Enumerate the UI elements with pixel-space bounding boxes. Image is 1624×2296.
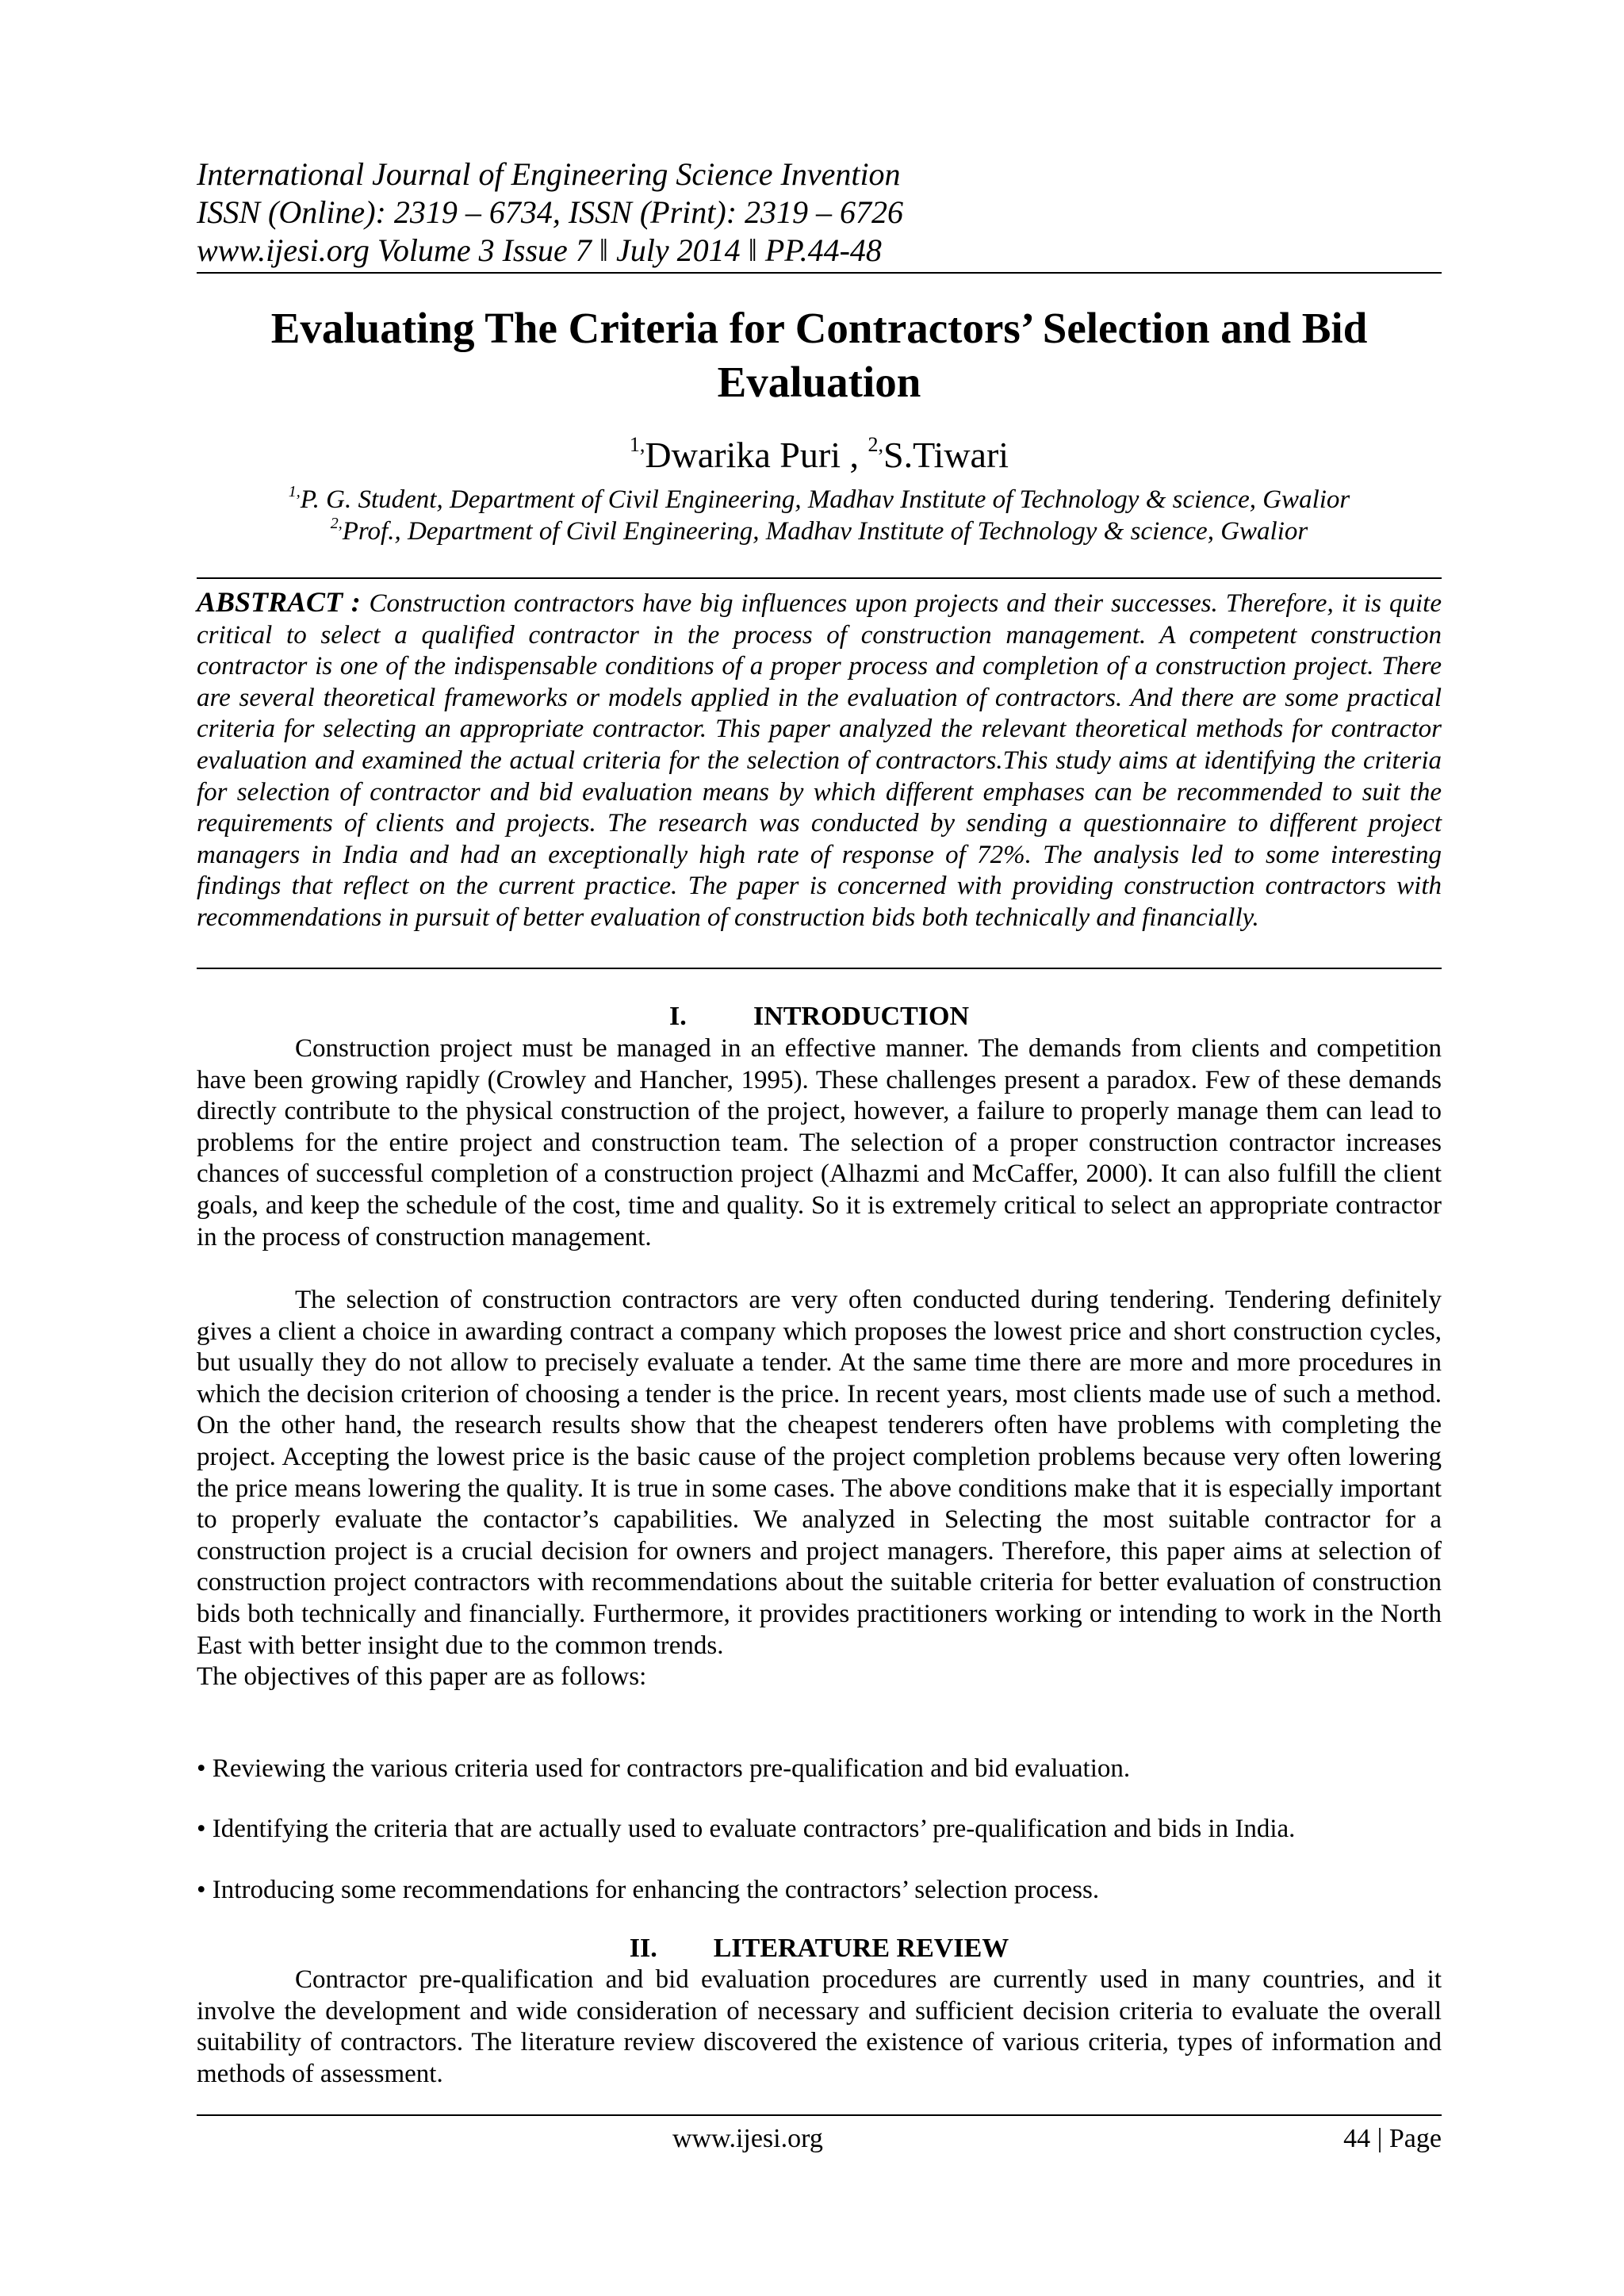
objective-item: • Introducing some recommendations for enhancing the contractors’ selection process. <box>197 1876 1100 1904</box>
affiliation-1 <box>197 484 1442 516</box>
paper-title <box>197 301 1442 409</box>
journal-name: International Journal of Engineering Science Invention <box>197 156 901 192</box>
affiliation-1-marker: 1, <box>288 483 301 500</box>
journal-issn: ISSN (Online): 2319 – 6734, ISSN (Print): 2319 – 6726 <box>197 194 904 230</box>
intro-paragraph-1: Construction project must be managed in an effective manner. The demands from clients and competition have been growing rapidly (Crowley and Hancher, 1995). These challenges present a paradox. Few of these demands directly contribute to the physical construction of the project, however, a failure to properly manage them can lead to problems for the entire project and construction team. The selection of a proper construction contractor increases chances of successful completion of a construction project (Alhazmi and McCaffer, 2000). It can also fulfill the client goals, and keep the schedule of the cost, time and quality. So it is extremely critical to select an appropriate contractor in the process of construction management. <box>197 1034 1442 1251</box>
objective-item: • Identifying the criteria that are actually used to evaluate contractors’ pre-qualification and bids in India. <box>197 1815 1296 1843</box>
author-list <box>197 433 1442 477</box>
abstract-label: ABSTRACT : <box>197 586 370 618</box>
abstract-top-rule <box>197 577 1442 579</box>
abstract-text: Construction contractors have big influences upon projects and their successes. Therefore, it is quite critical to select a qualified contractor in the process of construction management. A competent construction contractor is one of the indispensable conditions of a proper process and completion of a construction project. There are several theoretical frameworks or models applied in the evaluation of contractors. And there are some practical criteria for selecting an appropriate contractor. This paper analyzed the relevant theoretical methods for contractor evaluation and examined the actual criteria for the selection of contractors.This study aims at identifying the criteria for selection of contractor and bid evaluation means by which different emphases can be recommended to suit the requirements of clients and projects. The research was conducted by sending a questionnaire to different project managers in India and had an exceptionally high rate of response of 72%. The analysis led to some interesting findings that reflect on the current practice. The paper is concerned with providing construction contractors with recommendations in pursuit of better evaluation of construction bids both technically and financially. <box>197 589 1442 932</box>
author-1-marker: 1, <box>629 433 645 456</box>
page-number: 44 | Page <box>1343 2124 1442 2153</box>
title-line-2: Evaluation <box>717 358 921 406</box>
journal-volume: www.ijesi.org Volume 3 Issue 7 ǁ July 2014 ǁ PP.44-48 <box>197 232 882 268</box>
author-1-name: Dwarika Puri , <box>645 435 868 475</box>
objective-item: • Reviewing the various criteria used for contractors pre-qualification and bid evaluation. <box>197 1754 1131 1783</box>
author-2-marker: 2, <box>868 433 883 456</box>
section-title: LITERATURE REVIEW <box>713 1934 1009 1963</box>
header-rule <box>197 272 1442 274</box>
section-title: INTRODUCTION <box>753 1002 970 1031</box>
affiliation-2 <box>197 516 1442 547</box>
journal-header <box>197 155 1442 270</box>
author-2-name: S.Tiwari <box>883 435 1009 475</box>
abstract-bottom-rule <box>197 968 1442 969</box>
literature-paragraph-1: Contractor pre-qualification and bid evaluation procedures are currently used in many countries, and it involve the development and wide consideration of necessary and sufficient decision criteria to evaluate the overall suitability of contractors. The literature review discovered the existence of various criteria, types of information and methods of assessment. <box>197 1965 1442 2088</box>
section-heading-introduction <box>197 1001 1442 1033</box>
footer-url: www.ijesi.org <box>672 2124 823 2153</box>
objectives-intro: The objectives of this paper are as follows: <box>197 1662 647 1692</box>
abstract <box>197 587 1442 934</box>
affiliation-1-text: P. G. Student, Department of Civil Engineering, Madhav Institute of Technology & science, Gwalior <box>300 485 1350 514</box>
section-number: I. <box>668 1002 687 1031</box>
affiliation-2-marker: 2, <box>330 515 343 532</box>
intro-paragraph-2: The selection of construction contractors are very often conducted during tendering. Tendering definitely gives a client a choice in awarding contract a company which proposes the lowest price and short construction cycles, but usually they do not allow to precisely evaluate a tender. At the same time there are more and more procedures in which the decision criterion of choosing a tender is the price. In recent years, most clients made use of such a method. On the other hand, the research results show that the cheapest tenderers often have problems with completing the project. Accepting the lowest price is the basic cause of the project completion problems because very often lowering the price means lowering the quality. It is true in some cases. The above conditions make that it is especially important to properly evaluate the contactor’s capabilities. We analyzed in Selecting the most suitable contractor for a construction project is a crucial decision for owners and project managers. Therefore, this paper aims at selection of construction project contractors with recommendations about the suitable criteria for better evaluation of construction bids both technically and financially. Furthermore, it provides practitioners working or intending to work in the North East with better insight due to the common trends. The objectives of this paper are as follows: <box>197 1285 1442 1693</box>
footer-rule <box>197 2114 1442 2116</box>
section-number: II. <box>629 1934 657 1963</box>
section-heading-literature-review <box>197 1933 1442 1964</box>
title-line-1: Evaluating The Criteria for Contractors’ Selection and Bid <box>270 304 1368 352</box>
affiliation-2-text: Prof., Department of Civil Engineering, Madhav Institute of Technology & science, Gwalior <box>342 517 1308 546</box>
